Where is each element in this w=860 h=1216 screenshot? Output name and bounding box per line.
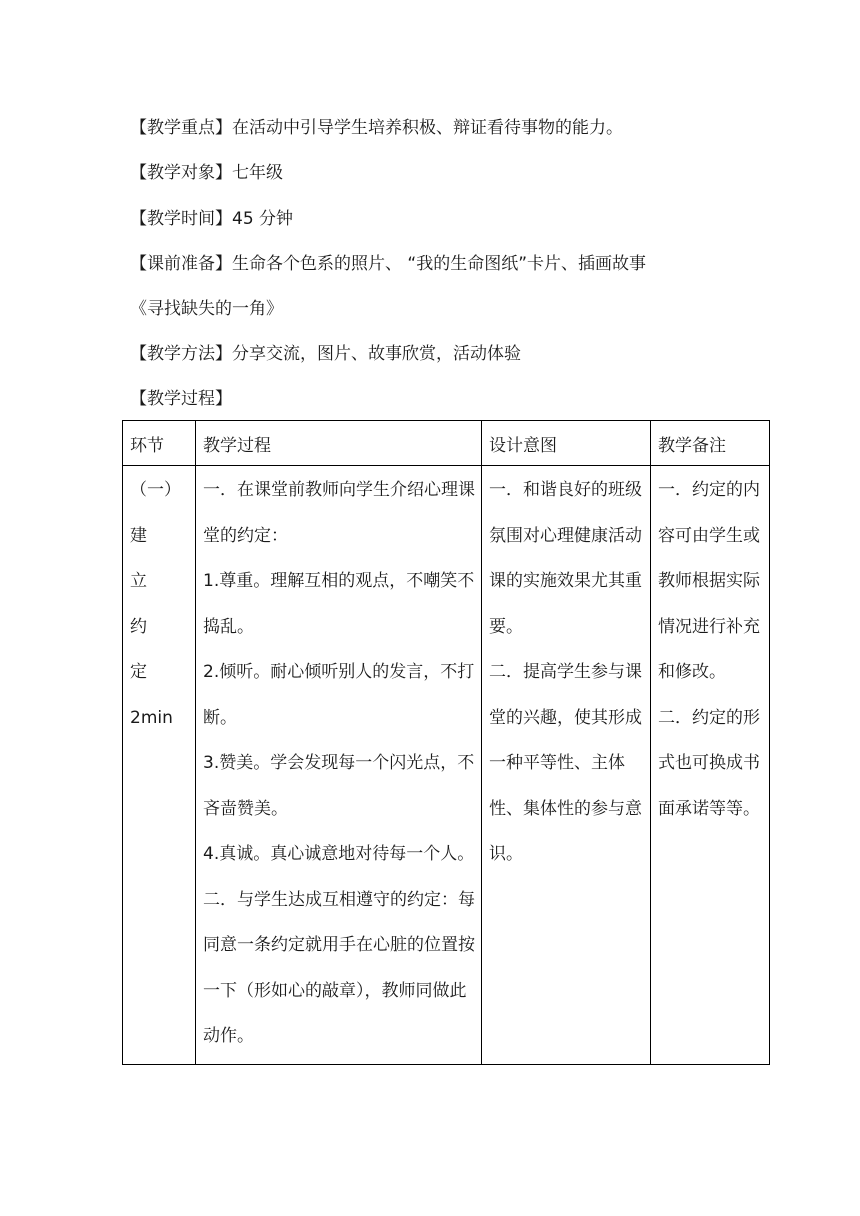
table-row — [123, 466, 770, 1065]
stage-line: 定 — [130, 662, 147, 682]
intent-cell — [482, 466, 651, 1065]
intent-paragraph: 一．和谐良好的班级氛围对心理健康活动课的实施效果尤其重要。 — [489, 480, 642, 637]
stage-line: 建 — [130, 525, 147, 546]
notes-paragraph: 二．约定的形式也可换成书面承诺等等。 — [658, 707, 760, 819]
header-stage: 环节 — [123, 421, 196, 466]
process-cell — [196, 466, 482, 1065]
process-paragraph: 2.倾听。耐心倾听别人的发言，不打断。 — [203, 662, 475, 728]
stage-duration: 2min — [130, 707, 173, 728]
intro-line-method: 【教学方法】分享交流，图片、故事欣赏，活动体验 — [130, 344, 521, 364]
intro-line-process-heading: 【教学过程】 — [130, 389, 232, 409]
intent-paragraph: 二．提高学生参与课堂的兴趣，使其形成一种平等性、主体性、集体性的参与意识。 — [489, 662, 642, 864]
stage-line: 立 — [130, 571, 147, 591]
header-notes: 教学备注 — [651, 421, 770, 466]
process-paragraph: 一．在课堂前教师向学生介绍心理课堂的约定： — [203, 480, 475, 546]
process-paragraph: 4.真诚。真心诚意地对待每一个人。 — [203, 844, 475, 864]
intro-line-audience: 【教学对象】七年级 — [130, 163, 283, 183]
notes-paragraph: 一．约定的内容可由学生或教师根据实际情况进行补充和修改。 — [658, 480, 760, 682]
stage-cell — [123, 466, 196, 1065]
intro-line-prep-cont: 《寻找缺失的一角》 — [130, 299, 283, 319]
stage-line: （一） — [130, 480, 181, 500]
process-paragraph: 3.赞美。学会发现每一个闪光点，不吝啬赞美。 — [203, 753, 475, 819]
table-header-row — [123, 421, 770, 466]
process-paragraph: 1.尊重。理解互相的观点，不嘲笑不捣乱。 — [203, 571, 475, 637]
stage-line: 约 — [130, 616, 147, 637]
process-paragraph: 二．与学生达成互相遵守的约定：每同意一条约定就用手在心脏的位置按一下（形如心的敲章），教师同做此动作。 — [203, 889, 475, 1046]
header-process: 教学过程 — [196, 421, 482, 466]
intro-line-prep: 【课前准备】生命各个色系的照片、 “我的生命图纸”卡片、插画故事 — [130, 254, 647, 274]
header-intent: 设计意图 — [482, 421, 651, 466]
notes-cell — [651, 466, 770, 1065]
intro-line-time: 【教学时间】45 分钟 — [130, 209, 294, 229]
teaching-process-table — [122, 420, 770, 1065]
intro-line-focus: 【教学重点】在活动中引导学生培养积极、辩证看待事物的能力。 — [130, 118, 623, 138]
